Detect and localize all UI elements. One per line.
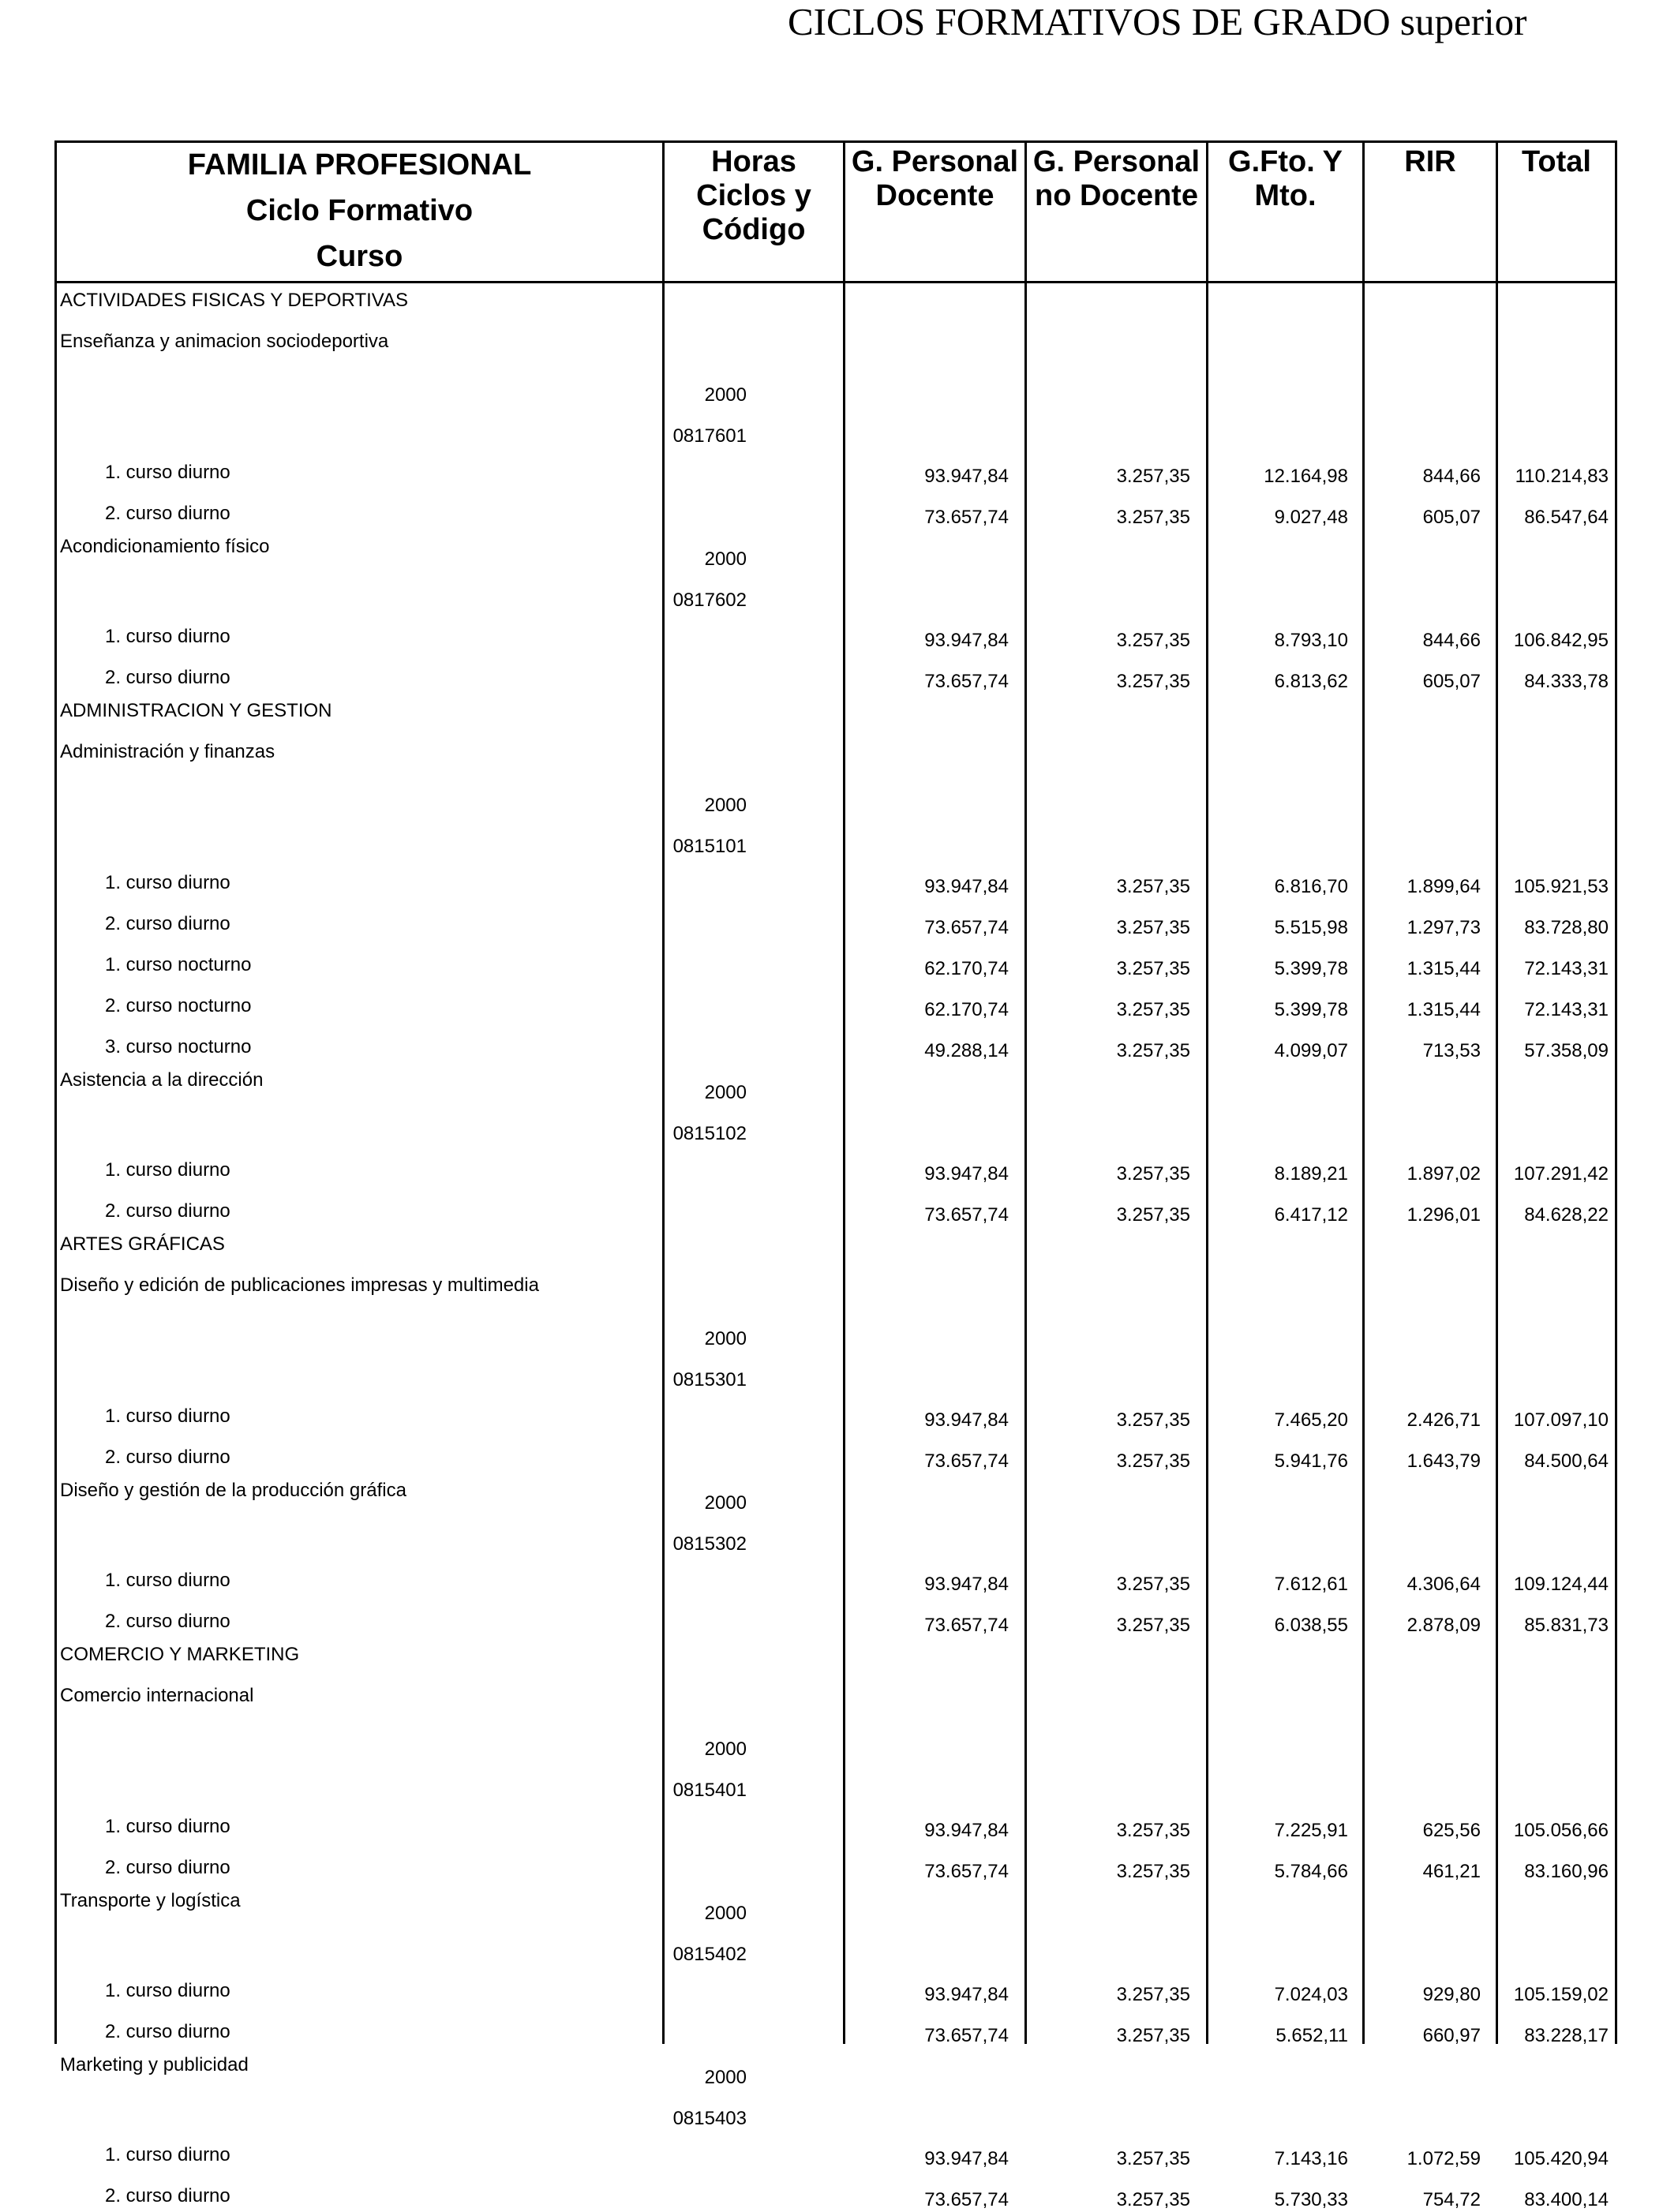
total-value: 83.160,96 bbox=[1524, 1861, 1609, 1882]
table-row bbox=[54, 1309, 1617, 1350]
cycle-code: 0815302 bbox=[672, 1533, 747, 1555]
table-row bbox=[54, 735, 1617, 776]
cycle-label: Diseño y edición de publicaciones impresas y multimedia bbox=[60, 1274, 539, 1296]
rir-value: 2.426,71 bbox=[1406, 1409, 1481, 1431]
table-row bbox=[54, 1145, 1617, 1186]
rir-value: 929,80 bbox=[1422, 1984, 1481, 2005]
table-row bbox=[54, 1227, 1617, 1268]
course-label: 1. curso diurno bbox=[105, 626, 230, 647]
table-row bbox=[54, 940, 1617, 981]
table-row bbox=[54, 1596, 1617, 1637]
family-label: ACTIVIDADES FISICAS Y DEPORTIVAS bbox=[60, 290, 409, 311]
course-label: 1. curso diurno bbox=[105, 1570, 230, 1591]
personal-no-docente-value: 3.257,35 bbox=[1116, 1409, 1190, 1431]
rir-value: 461,21 bbox=[1422, 1861, 1481, 1882]
gfto-value: 7.225,91 bbox=[1274, 1820, 1348, 1841]
rir-value: 1.297,73 bbox=[1406, 917, 1481, 938]
personal-no-docente-value: 3.257,35 bbox=[1116, 958, 1190, 979]
rir-value: 1.296,01 bbox=[1406, 1204, 1481, 1226]
cycle-hours: 2000 bbox=[704, 1739, 747, 1760]
personal-docente-value: 73.657,74 bbox=[924, 1615, 1009, 1636]
cost-table bbox=[54, 140, 1617, 2210]
course-label: 1. curso diurno bbox=[105, 462, 230, 483]
table-row bbox=[54, 1514, 1617, 1555]
table-row bbox=[54, 2048, 1617, 2089]
course-label: 1. curso diurno bbox=[105, 1980, 230, 2001]
table-row bbox=[54, 406, 1617, 447]
table-row bbox=[54, 858, 1617, 899]
personal-docente-value: 73.657,74 bbox=[924, 507, 1009, 528]
table-row bbox=[54, 612, 1617, 653]
table-row bbox=[54, 1104, 1617, 1145]
table-row bbox=[54, 1186, 1617, 1227]
header-personal-docente: G. Personal Docente bbox=[851, 145, 1019, 212]
personal-no-docente-value: 3.257,35 bbox=[1116, 1861, 1190, 1882]
personal-no-docente-value: 3.257,35 bbox=[1116, 876, 1190, 897]
total-value: 110.214,83 bbox=[1515, 466, 1609, 487]
cycle-hours: 2000 bbox=[704, 548, 747, 570]
total-value: 72.143,31 bbox=[1524, 958, 1609, 979]
cycle-code: 0815101 bbox=[672, 836, 747, 857]
table-row bbox=[54, 2130, 1617, 2171]
total-value: 57.358,09 bbox=[1524, 1040, 1609, 1061]
rir-value: 4.306,64 bbox=[1406, 1574, 1481, 1595]
rir-value: 1.899,64 bbox=[1406, 876, 1481, 897]
table-row bbox=[54, 1843, 1617, 1884]
cycle-code: 0815403 bbox=[672, 2108, 747, 2129]
cycle-label: Administración y finanzas bbox=[60, 741, 275, 762]
cycle-label: Comercio internacional bbox=[60, 1685, 254, 1706]
cycle-label: Diseño y gestión de la producción gráfica bbox=[60, 1480, 406, 1501]
table-row bbox=[54, 447, 1617, 488]
personal-docente-value: 73.657,74 bbox=[924, 1861, 1009, 1882]
total-value: 105.420,94 bbox=[1513, 2148, 1609, 2169]
course-label: 1. curso diurno bbox=[105, 1405, 230, 1427]
gfto-value: 5.399,78 bbox=[1274, 958, 1348, 979]
rir-value: 625,56 bbox=[1422, 1820, 1481, 1841]
personal-no-docente-value: 3.257,35 bbox=[1116, 1984, 1190, 2005]
table-row bbox=[54, 653, 1617, 694]
total-value: 72.143,31 bbox=[1524, 999, 1609, 1020]
table-row bbox=[54, 2089, 1617, 2130]
table-row bbox=[54, 2007, 1617, 2048]
cycle-hours: 2000 bbox=[704, 1328, 747, 1349]
personal-docente-value: 93.947,84 bbox=[924, 1984, 1009, 2005]
personal-docente-value: 73.657,74 bbox=[924, 2189, 1009, 2210]
table-row bbox=[54, 1391, 1617, 1432]
gfto-value: 7.024,03 bbox=[1274, 1984, 1348, 2005]
header-gfto: G.Fto. Y Mto. bbox=[1228, 145, 1343, 212]
total-value: 109.124,44 bbox=[1513, 1574, 1609, 1595]
personal-docente-value: 73.657,74 bbox=[924, 1450, 1009, 1472]
rir-value: 1.072,59 bbox=[1406, 2148, 1481, 2169]
table-row bbox=[54, 1802, 1617, 1843]
cycle-label: Asistencia a la dirección bbox=[60, 1069, 264, 1091]
gfto-value: 6.813,62 bbox=[1274, 671, 1348, 692]
total-value: 105.056,66 bbox=[1513, 1820, 1609, 1841]
gfto-value: 9.027,48 bbox=[1274, 507, 1348, 528]
gfto-value: 5.399,78 bbox=[1274, 999, 1348, 1020]
table-row bbox=[54, 981, 1617, 1022]
gfto-value: 7.143,16 bbox=[1274, 2148, 1348, 2169]
personal-docente-value: 73.657,74 bbox=[924, 2025, 1009, 2046]
total-value: 107.097,10 bbox=[1513, 1409, 1609, 1431]
header-personal-no-docente: G. Personal no Docente bbox=[1032, 145, 1200, 212]
cycle-label: Enseñanza y animacion sociodeportiva bbox=[60, 331, 389, 352]
personal-docente-value: 93.947,84 bbox=[924, 630, 1009, 651]
course-label: 2. curso diurno bbox=[105, 1611, 230, 1632]
course-label: 2. curso diurno bbox=[105, 1200, 230, 1222]
personal-no-docente-value: 3.257,35 bbox=[1116, 917, 1190, 938]
cycle-code: 0815402 bbox=[672, 1944, 747, 1965]
personal-no-docente-value: 3.257,35 bbox=[1116, 2148, 1190, 2169]
table-row bbox=[54, 1022, 1617, 1063]
table-row bbox=[54, 776, 1617, 817]
rir-value: 1.315,44 bbox=[1406, 958, 1481, 979]
header-rir: RIR bbox=[1404, 145, 1456, 178]
personal-docente-value: 73.657,74 bbox=[924, 1204, 1009, 1226]
gfto-value: 6.038,55 bbox=[1274, 1615, 1348, 1636]
rir-value: 660,97 bbox=[1422, 2025, 1481, 2046]
family-label: ARTES GRÁFICAS bbox=[60, 1233, 225, 1255]
course-label: 1. curso diurno bbox=[105, 1159, 230, 1181]
personal-no-docente-value: 3.257,35 bbox=[1116, 466, 1190, 487]
personal-no-docente-value: 3.257,35 bbox=[1116, 1450, 1190, 1472]
personal-docente-value: 62.170,74 bbox=[924, 999, 1009, 1020]
page-title: CICLOS FORMATIVOS DE GRADO superior bbox=[788, 0, 1527, 43]
total-value: 107.291,42 bbox=[1513, 1163, 1609, 1185]
rir-value: 713,53 bbox=[1422, 1040, 1481, 1061]
total-value: 83.400,14 bbox=[1524, 2189, 1609, 2210]
personal-docente-value: 93.947,84 bbox=[924, 876, 1009, 897]
course-label: 1. curso diurno bbox=[105, 1816, 230, 1837]
table-row bbox=[54, 1063, 1617, 1104]
table-row bbox=[54, 1350, 1617, 1391]
personal-no-docente-value: 3.257,35 bbox=[1116, 630, 1190, 651]
table-row bbox=[54, 1761, 1617, 1802]
total-value: 84.333,78 bbox=[1524, 671, 1609, 692]
total-value: 105.159,02 bbox=[1513, 1984, 1609, 2005]
personal-no-docente-value: 3.257,35 bbox=[1116, 2189, 1190, 2210]
course-label: 2. curso diurno bbox=[105, 667, 230, 688]
total-value: 84.500,64 bbox=[1524, 1450, 1609, 1472]
table-row bbox=[54, 283, 1617, 324]
header-total: Total bbox=[1522, 145, 1591, 178]
personal-docente-value: 73.657,74 bbox=[924, 917, 1009, 938]
course-label: 2. curso diurno bbox=[105, 2021, 230, 2042]
table-row bbox=[54, 1925, 1617, 1966]
rir-value: 1.315,44 bbox=[1406, 999, 1481, 1020]
course-label: 2. curso diurno bbox=[105, 1857, 230, 1878]
course-label: 1. curso diurno bbox=[105, 872, 230, 893]
gfto-value: 4.099,07 bbox=[1274, 1040, 1348, 1061]
table-row bbox=[54, 694, 1617, 735]
gfto-value: 5.515,98 bbox=[1274, 917, 1348, 938]
personal-docente-value: 49.288,14 bbox=[924, 1040, 1009, 1061]
cycle-hours: 2000 bbox=[704, 1082, 747, 1103]
rir-value: 605,07 bbox=[1422, 507, 1481, 528]
personal-no-docente-value: 3.257,35 bbox=[1116, 1204, 1190, 1226]
course-label: 2. curso diurno bbox=[105, 2185, 230, 2206]
cycle-label: Acondicionamiento físico bbox=[60, 536, 270, 557]
gfto-value: 8.793,10 bbox=[1274, 630, 1348, 651]
gfto-value: 12.164,98 bbox=[1264, 466, 1348, 487]
table-row bbox=[54, 1268, 1617, 1309]
rir-value: 844,66 bbox=[1422, 630, 1481, 651]
table-row bbox=[54, 324, 1617, 365]
cycle-code: 0815401 bbox=[672, 1780, 747, 1801]
header-familia: FAMILIA PROFESIONAL Ciclo Formativo Curso bbox=[187, 148, 532, 273]
personal-no-docente-value: 3.257,35 bbox=[1116, 671, 1190, 692]
personal-docente-value: 93.947,84 bbox=[924, 1574, 1009, 1595]
family-label: ADMINISTRACION Y GESTION bbox=[60, 700, 332, 721]
course-label: 1. curso nocturno bbox=[105, 954, 252, 975]
gfto-value: 5.730,33 bbox=[1274, 2189, 1348, 2210]
table-row bbox=[54, 2171, 1617, 2212]
table-row bbox=[54, 899, 1617, 940]
table-row bbox=[54, 530, 1617, 571]
personal-no-docente-value: 3.257,35 bbox=[1116, 507, 1190, 528]
cycle-label: Transporte y logística bbox=[60, 1890, 241, 1911]
table-row bbox=[54, 1679, 1617, 1720]
gfto-value: 6.816,70 bbox=[1274, 876, 1348, 897]
total-value: 86.547,64 bbox=[1524, 507, 1609, 528]
rir-value: 844,66 bbox=[1422, 466, 1481, 487]
personal-no-docente-value: 3.257,35 bbox=[1116, 1615, 1190, 1636]
personal-no-docente-value: 3.257,35 bbox=[1116, 1574, 1190, 1595]
cycle-code: 0815102 bbox=[672, 1123, 747, 1144]
personal-docente-value: 73.657,74 bbox=[924, 671, 1009, 692]
gfto-value: 8.189,21 bbox=[1274, 1163, 1348, 1185]
cycle-code: 0815301 bbox=[672, 1369, 747, 1390]
rir-value: 1.897,02 bbox=[1406, 1163, 1481, 1185]
table-row bbox=[54, 1473, 1617, 1514]
table-row bbox=[54, 488, 1617, 530]
course-label: 2. curso diurno bbox=[105, 913, 230, 934]
gfto-value: 7.465,20 bbox=[1274, 1409, 1348, 1431]
table-row bbox=[54, 1637, 1617, 1679]
personal-no-docente-value: 3.257,35 bbox=[1116, 1040, 1190, 1061]
total-value: 85.831,73 bbox=[1524, 1615, 1609, 1636]
course-label: 2. curso nocturno bbox=[105, 995, 252, 1016]
table-row bbox=[54, 1720, 1617, 1761]
rir-value: 1.643,79 bbox=[1406, 1450, 1481, 1472]
personal-docente-value: 93.947,84 bbox=[924, 2148, 1009, 2169]
family-label: COMERCIO Y MARKETING bbox=[60, 1644, 300, 1665]
cycle-code: 0817602 bbox=[672, 589, 747, 611]
cycle-hours: 2000 bbox=[704, 384, 747, 406]
cycle-code: 0817601 bbox=[672, 425, 747, 447]
course-label: 1. curso diurno bbox=[105, 2144, 230, 2165]
total-value: 84.628,22 bbox=[1524, 1204, 1609, 1226]
course-label: 3. curso nocturno bbox=[105, 1036, 252, 1057]
total-value: 105.921,53 bbox=[1513, 876, 1609, 897]
gfto-value: 7.612,61 bbox=[1274, 1574, 1348, 1595]
total-value: 106.842,95 bbox=[1513, 630, 1609, 651]
cycle-hours: 2000 bbox=[704, 1492, 747, 1514]
rir-value: 754,72 bbox=[1422, 2189, 1481, 2210]
personal-docente-value: 62.170,74 bbox=[924, 958, 1009, 979]
cycle-hours: 2000 bbox=[704, 1903, 747, 1924]
personal-no-docente-value: 3.257,35 bbox=[1116, 2025, 1190, 2046]
personal-no-docente-value: 3.257,35 bbox=[1116, 1820, 1190, 1841]
personal-docente-value: 93.947,84 bbox=[924, 1409, 1009, 1431]
gfto-value: 5.784,66 bbox=[1274, 1861, 1348, 1882]
rir-value: 2.878,09 bbox=[1406, 1615, 1481, 1636]
table-row bbox=[54, 1884, 1617, 1925]
table-row bbox=[54, 571, 1617, 612]
table-row bbox=[54, 1432, 1617, 1473]
cycle-label: Marketing y publicidad bbox=[60, 2054, 249, 2075]
table-row bbox=[54, 1966, 1617, 2007]
gfto-value: 5.652,11 bbox=[1275, 2025, 1348, 2046]
header-horas: Horas Ciclos y Código bbox=[696, 145, 811, 246]
personal-no-docente-value: 3.257,35 bbox=[1116, 999, 1190, 1020]
gfto-value: 6.417,12 bbox=[1274, 1204, 1348, 1226]
rir-value: 605,07 bbox=[1422, 671, 1481, 692]
personal-docente-value: 93.947,84 bbox=[924, 1163, 1009, 1185]
gfto-value: 5.941,76 bbox=[1274, 1450, 1348, 1472]
total-value: 83.228,17 bbox=[1524, 2025, 1609, 2046]
table-row bbox=[54, 1555, 1617, 1596]
table-row bbox=[54, 365, 1617, 406]
course-label: 2. curso diurno bbox=[105, 503, 230, 524]
cycle-hours: 2000 bbox=[704, 2067, 747, 2088]
course-label: 2. curso diurno bbox=[105, 1447, 230, 1468]
cycle-hours: 2000 bbox=[704, 795, 747, 816]
personal-docente-value: 93.947,84 bbox=[924, 1820, 1009, 1841]
total-value: 83.728,80 bbox=[1524, 917, 1609, 938]
personal-no-docente-value: 3.257,35 bbox=[1116, 1163, 1190, 1185]
personal-docente-value: 93.947,84 bbox=[924, 466, 1009, 487]
table-row bbox=[54, 817, 1617, 858]
